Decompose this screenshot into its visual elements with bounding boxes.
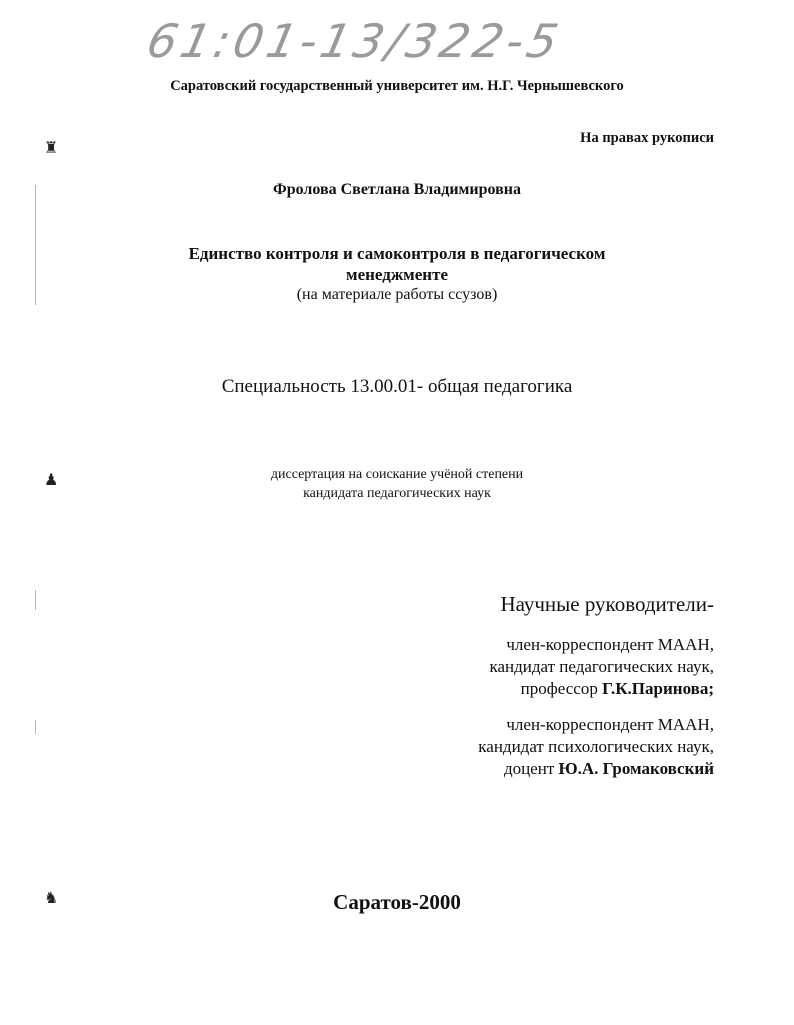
- supervisor-2-rank: доцент: [503, 759, 555, 778]
- rights-notice: На правах рукописи: [580, 130, 714, 146]
- supervisor-1-name: Г.К.Паринова;: [602, 679, 714, 698]
- thesis-title-line2: менеджменте: [346, 265, 448, 284]
- supervisor-1-rank: профессор: [520, 679, 598, 698]
- supervisor-2: [478, 714, 714, 780]
- binding-hole-mark-1: ♜: [44, 138, 59, 157]
- university-name: Саратовский государственный университет им. Н.Г. Чернышевского: [170, 78, 624, 94]
- binding-hole-mark-2: ♟: [44, 470, 59, 489]
- supervisor-2-title: член-корреспондент МААН,: [506, 715, 714, 734]
- scan-margin-speck: [35, 590, 36, 610]
- thesis-title-line1: Единство контроля и самоконтроля в педагогическом: [188, 244, 606, 263]
- specialty: Специальность 13.00.01- общая педагогика: [221, 376, 573, 397]
- city-year: Саратов-2000: [333, 890, 461, 914]
- supervisor-2-degree: кандидат психологических наук,: [478, 737, 714, 756]
- supervisor-1-rank-name: [489, 678, 714, 700]
- supervisor-1-degree: кандидат педагогических наук,: [489, 657, 714, 676]
- supervisor-1: [489, 634, 714, 700]
- dissertation-type-line2: кандидата педагогических наук: [303, 486, 491, 501]
- binding-hole-mark-3: ♞: [44, 888, 59, 907]
- archive-handwritten-code: 61:01-13/322-5: [142, 14, 567, 68]
- supervisor-2-rank-name: [478, 758, 714, 780]
- thesis-subtitle: (на материале работы ссузов): [296, 286, 498, 303]
- scan-margin-speck: [35, 185, 36, 305]
- scan-margin-speck: [35, 720, 36, 734]
- author-name: Фролова Светлана Владимировна: [272, 181, 522, 198]
- supervisor-1-title: член-корреспондент МААН,: [506, 635, 714, 654]
- dissertation-type-line1: диссертация на соискание учёной степени: [270, 467, 524, 482]
- supervisors-heading: Научные руководители-: [500, 592, 714, 616]
- supervisor-2-name: Ю.А. Громаковский: [558, 759, 714, 778]
